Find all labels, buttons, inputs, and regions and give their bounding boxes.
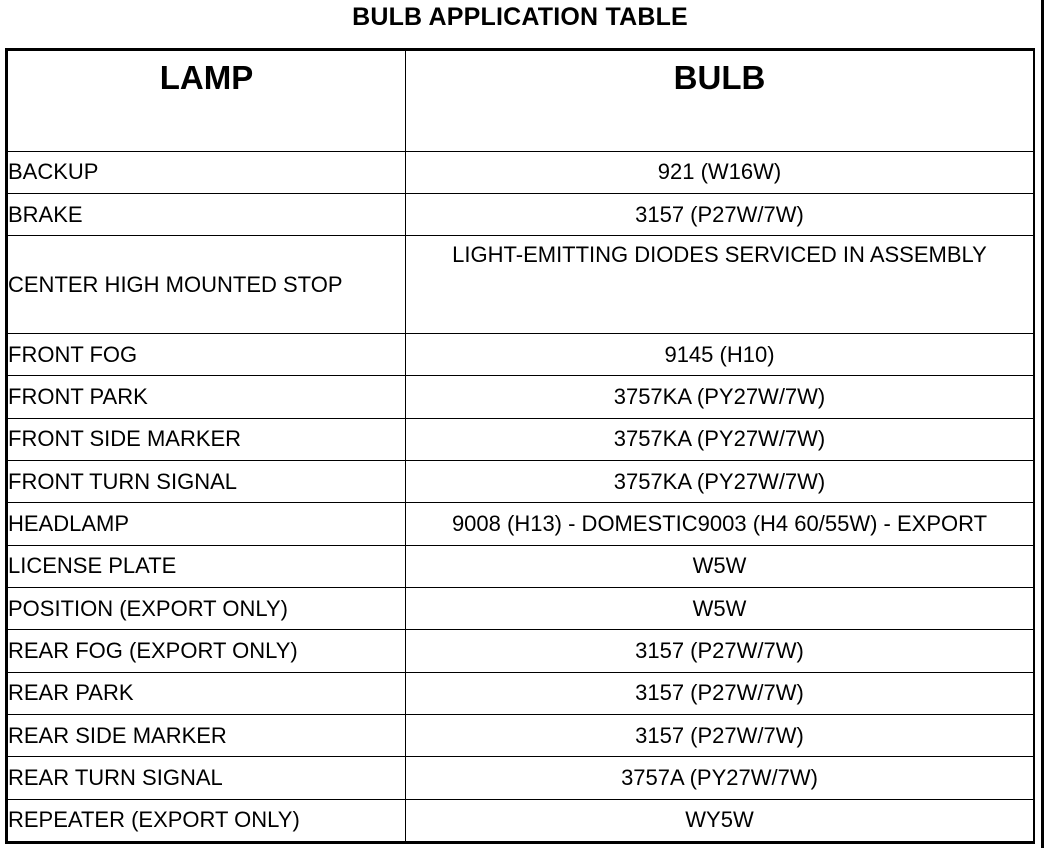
lamp-cell: LICENSE PLATE [8,545,406,587]
table-row [8,503,1034,545]
bulb-cell: 9145 (H10) [406,334,1034,376]
bulb-cell: 3757A (PY27W/7W) [406,757,1034,799]
table-row [8,194,1034,236]
table-row [8,587,1034,629]
bulb-cell: W5W [406,545,1034,587]
bulb-cell: W5W [406,587,1034,629]
lamp-cell: REAR SIDE MARKER [8,714,406,756]
lamp-cell: BRAKE [8,194,406,236]
lamp-cell: FRONT SIDE MARKER [8,418,406,460]
lamp-cell: POSITION (EXPORT ONLY) [8,587,406,629]
table-row [8,545,1034,587]
column-header-lamp: LAMP [8,51,406,152]
table-row [8,757,1034,799]
bulb-cell: 3157 (P27W/7W) [406,672,1034,714]
page-title: BULB APPLICATION TABLE [352,3,688,31]
table-row [8,334,1034,376]
lamp-cell: HEADLAMP [8,503,406,545]
lamp-cell: FRONT FOG [8,334,406,376]
table-row [8,418,1034,460]
lamp-cell: REAR FOG (EXPORT ONLY) [8,630,406,672]
lamp-cell: BACKUP [8,151,406,193]
table-header-row [8,51,1034,152]
bulb-cell: 921 (W16W) [406,151,1034,193]
bulb-cell: 9008 (H13) - DOMESTIC9003 (H4 60/55W) - EXPORT [406,503,1034,545]
lamp-cell: REAR PARK [8,672,406,714]
bulb-cell: WY5W [406,799,1034,841]
bulb-cell: 3157 (P27W/7W) [406,630,1034,672]
bulb-cell: 3757KA (PY27W/7W) [406,461,1034,503]
bulb-application-table [7,50,1034,842]
bulb-cell: 3157 (P27W/7W) [406,194,1034,236]
page-edge-rule [1041,0,1044,848]
table-row [8,714,1034,756]
lamp-cell: FRONT TURN SIGNAL [8,461,406,503]
table-row [8,376,1034,418]
bulb-cell: LIGHT-EMITTING DIODES SERVICED IN ASSEMBLY [406,236,1034,334]
table-row [8,799,1034,841]
table-row [8,630,1034,672]
lamp-cell: REPEATER (EXPORT ONLY) [8,799,406,841]
bulb-cell: 3757KA (PY27W/7W) [406,376,1034,418]
table-row [8,236,1034,334]
lamp-cell: REAR TURN SIGNAL [8,757,406,799]
table-row [8,672,1034,714]
table-row [8,461,1034,503]
lamp-cell: CENTER HIGH MOUNTED STOP [8,236,406,334]
bulb-cell: 3757KA (PY27W/7W) [406,418,1034,460]
column-header-bulb: BULB [406,51,1034,152]
lamp-cell: FRONT PARK [8,376,406,418]
bulb-table-frame [5,48,1035,844]
bulb-cell: 3157 (P27W/7W) [406,714,1034,756]
table-row [8,151,1034,193]
